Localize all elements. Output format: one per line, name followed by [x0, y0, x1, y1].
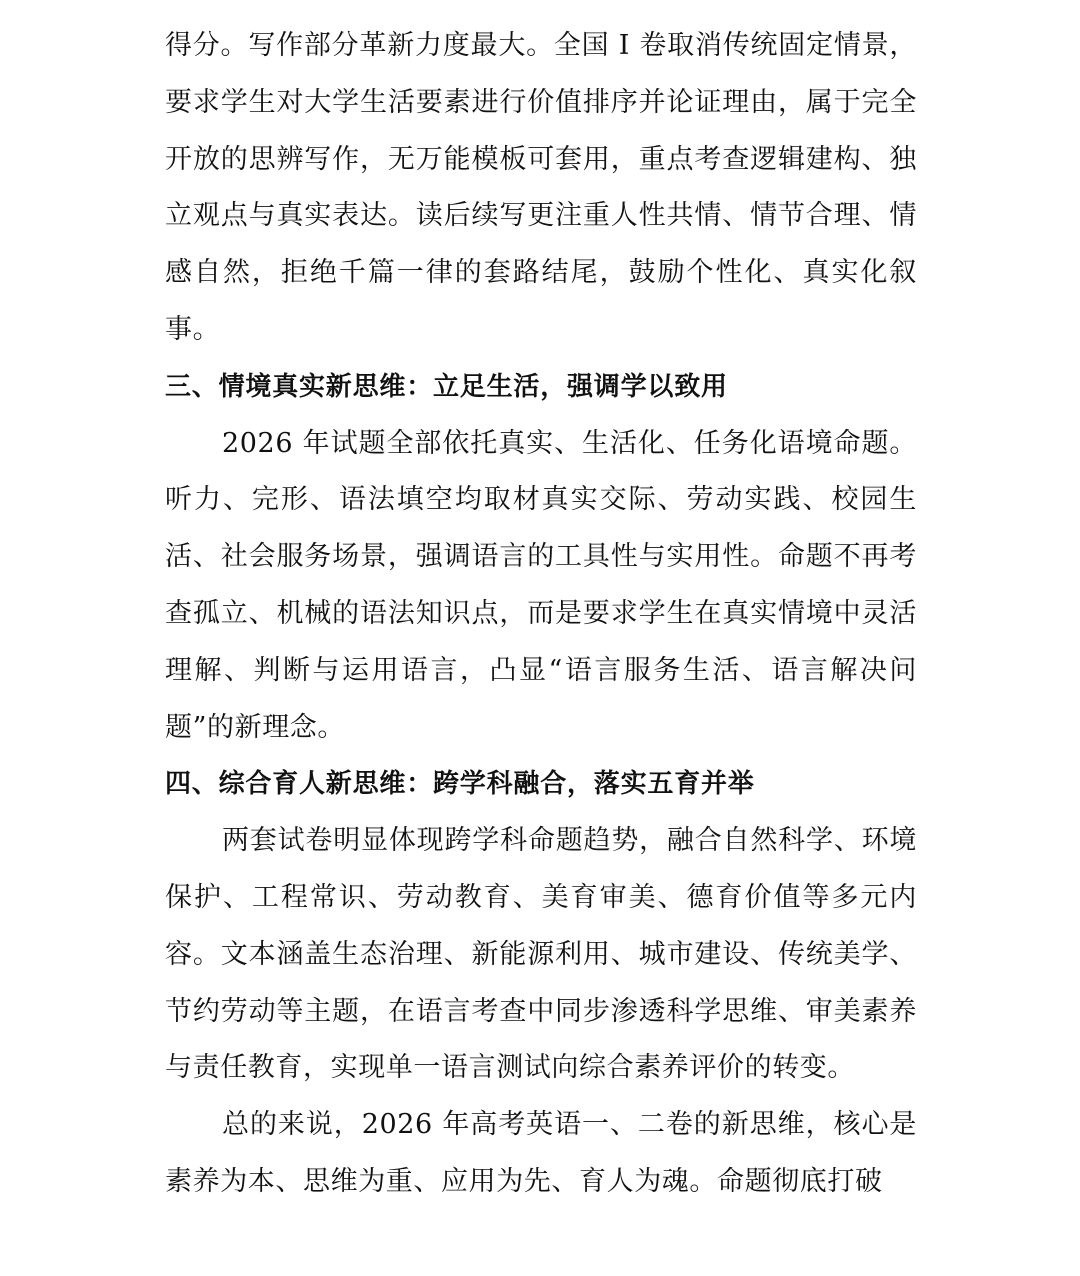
paragraph-writing-reform: 得分。写作部分革新力度最大。全国 I 卷取消传统固定情景，要求学生对大学生活要素进行价值排序并论证理由，属于完全开放的思辨写作，无万能模板可套用，重点考查逻辑建构、独立观点与真实表达。读后续写更注重人性共情、情节合理、情感自然，拒绝千篇一律的套路结尾，鼓励个性化、真实化叙事。 [165, 30, 917, 345]
paragraph-interdisciplinary: 两套试卷明显体现跨学科命题趋势，融合自然科学、环境保护、工程常识、劳动教育、美育审美、德育价值等多元内容。文本涵盖生态治理、新能源利用、城市建设、传统美学、节约劳动等主题，在语言考查中同步渗透科学思维、审美素养与责任教育，实现单一语言测试向综合素养评价的转变。 [165, 825, 917, 1084]
section-heading-4: 四、综合育人新思维：跨学科融合，落实五育并举 [165, 769, 755, 800]
paragraph-real-context: 2026 年试题全部依托真实、生活化、任务化语境命题。听力、完形、语法填空均取材真实交际、劳动实践、校园生活、社会服务场景，强调语言的工具性与实用性。命题不再考查孤立、机械的语法知识点，而是要求学生在真实情境中灵活理解、判断与运用语言，凸显“语言服务生活、语言解决问题”的新理念。 [165, 427, 917, 743]
document-page [165, 18, 917, 1211]
section-heading-3: 三、情境真实新思维：立足生活，强调学以致用 [165, 371, 728, 402]
paragraph-summary: 总的来说，2026 年高考英语一、二卷的新思维，核心是素养为本、思维为重、应用为先、育人为魂。命题彻底打破 [165, 1109, 917, 1197]
